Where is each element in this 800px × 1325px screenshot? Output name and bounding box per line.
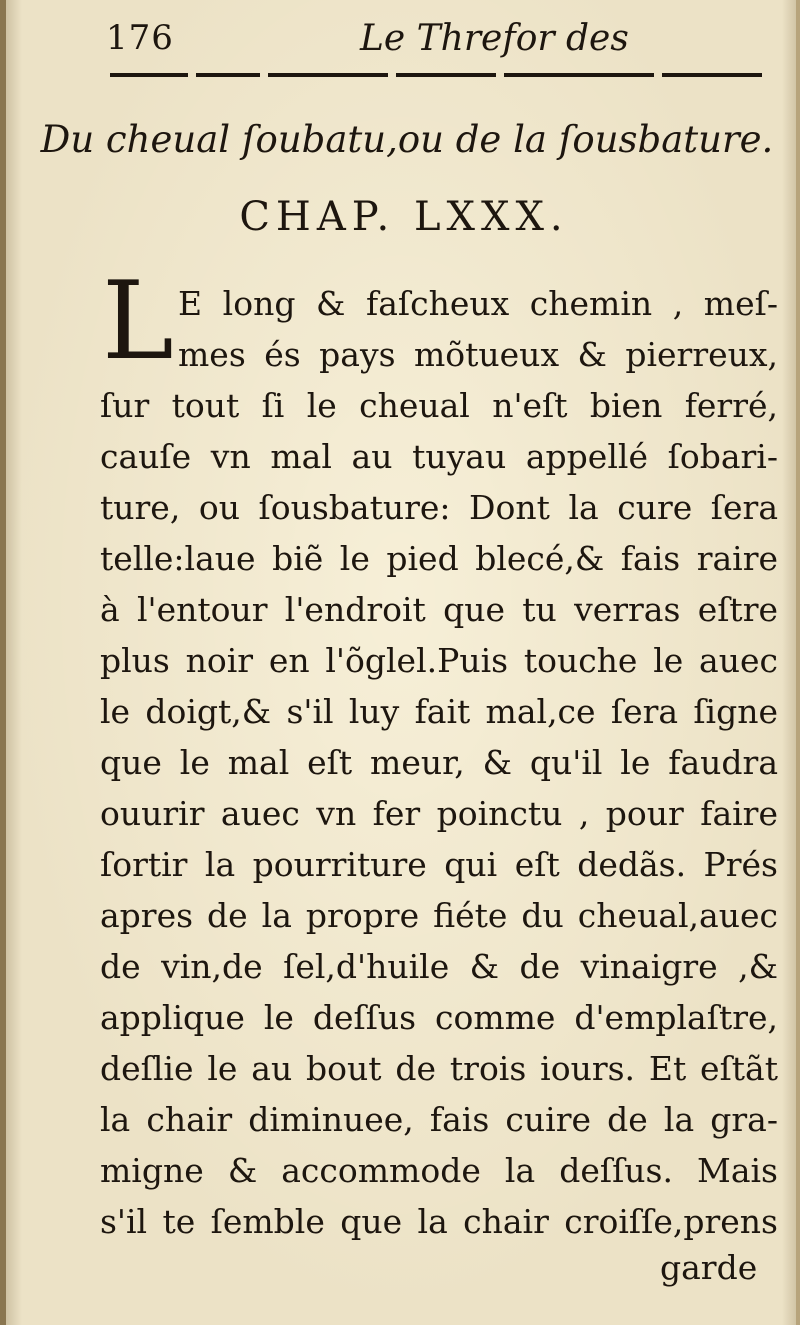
text-line: telle:laue biẽ le pied blecé,& fais raire <box>100 539 778 578</box>
running-head <box>0 14 800 64</box>
catchword: garde <box>660 1248 758 1287</box>
text-line: ouurir auec vn fer poinctu , pour faire <box>100 794 778 833</box>
text-line: E long & faſcheux chemin , meſ- <box>178 284 778 323</box>
drop-cap: L <box>102 259 174 384</box>
text-line: deſlie le au bout de trois iours. Et eſtãt <box>100 1049 778 1088</box>
text-line: mes és pays mõtueux & pierreux, <box>178 335 778 374</box>
text-line: migne & accommode la deſſus. Mais <box>100 1151 778 1190</box>
text-line: ſur tout ſi le cheual n'eſt bien ferré, <box>100 386 778 425</box>
text-line: le doigt,& s'il luy fait mal,ce ſera ſigne <box>100 692 778 731</box>
chapter-title: Du cheual ſoubatu,ou de la ſousbature. <box>40 118 774 161</box>
text-line: applique le deſſus comme d'emplaſtre, <box>100 998 778 1037</box>
text-line: ſortir la pourriture qui eſt dedãs. Prés <box>100 845 778 884</box>
page-number: 176 <box>106 18 174 58</box>
text-line: la chair diminuee, fais cuire de la gra- <box>100 1100 778 1139</box>
text-line: apres de la propre fiéte du cheual,auec <box>100 896 778 935</box>
text-line: s'il te ſemble que la chair croiſſe,prens <box>100 1202 778 1241</box>
text-line: cauſe vn mal au tuyau appellé ſobari- <box>100 437 778 476</box>
text-line: de vin,de ſel,d'huile & de vinaigre ,& <box>100 947 778 986</box>
running-title: Le Threfor des <box>360 18 629 59</box>
ornamental-rule <box>110 72 762 78</box>
text-line: ture, ou ſousbature: Dont la cure ſera <box>100 488 778 527</box>
text-line: à l'entour l'endroit que tu verras eſtre <box>100 590 778 629</box>
text-line: plus noir en l'õglel.Puis touche le auec <box>100 641 778 680</box>
text-line: que le mal eſt meur, & qu'il le faudra <box>100 743 778 782</box>
chapter-number: CHAP. LXXX. <box>239 194 569 240</box>
